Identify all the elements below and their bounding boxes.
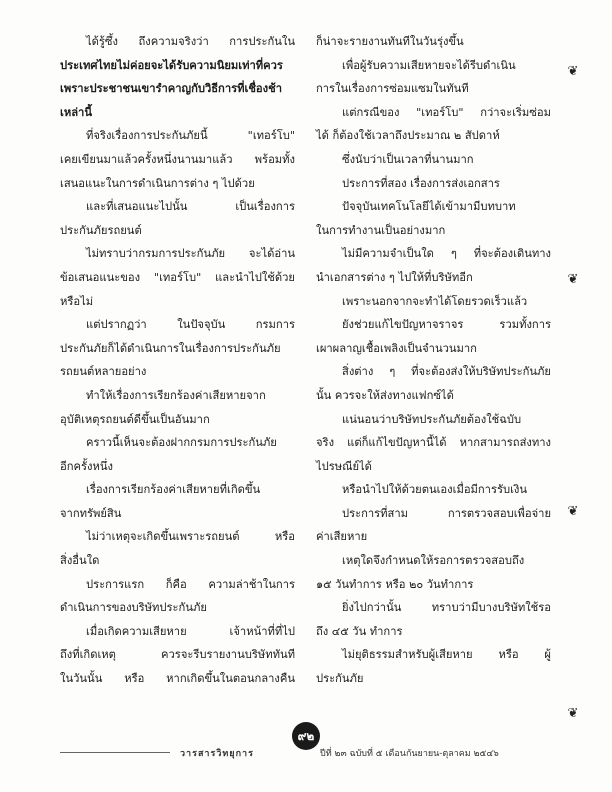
text-line: นั้น ควรจะให้ส่งทางแฟกซ์ได้ bbox=[316, 388, 454, 402]
text-line: จริง แต่ก็แก้ไขปัญหานี้ได้ หากสามารถส่งทาง bbox=[316, 436, 551, 450]
text-line: ก็น่าจะรายงานทันทีในวันรุ่งขึ้น bbox=[316, 35, 464, 48]
text-line: ไม่ทราบว่ากรมการประกันภัย จะได้อ่าน bbox=[86, 247, 295, 261]
text-line: ประการแรก ก็คือ ความล่าช้าในการ bbox=[86, 577, 295, 591]
text-line: แต่กรณีของ "เทอร์โบ" กว่าจะเริ่มซ่อม bbox=[342, 105, 551, 119]
text-line: ถึง ๔๕ วัน ทำการ bbox=[316, 624, 403, 638]
text-line: ทำให้เรื่องการเรียกร้องค่าเสียหายจาก bbox=[86, 388, 266, 402]
page-footer bbox=[60, 740, 552, 764]
text-line: ไม่ว่าเหตุจะเกิดขึ้นเพราะรถยนต์ หรือ bbox=[86, 530, 295, 544]
text-line: เพราะนอกจากจะทำได้โดยรวดเร็วแล้ว bbox=[342, 294, 528, 308]
left-column bbox=[60, 30, 295, 691]
text-line: ค่าเสียหาย bbox=[316, 530, 368, 544]
text-line: ประเทศไทยไม่ค่อยจะได้รับความนิยมเท่าที่ควร bbox=[60, 57, 283, 72]
text-line: เผาผลาญเชื้อเพลิงเป็นจำนวนมาก bbox=[316, 341, 477, 355]
text-line: ในวันนั้น หรือ หากเกิดขึ้นในตอนกลางคืน bbox=[60, 672, 295, 686]
text-line: ถึงที่เกิดเหตุ ควรจะรีบรายงานบริษัททันที bbox=[60, 648, 295, 662]
text-line: เสนอแนะในการดำเนินการต่าง ๆ ไปด้วย bbox=[60, 176, 255, 190]
text-line: หรือนำไปให้ด้วยตนเองเมื่อมีการรับเงิน bbox=[342, 483, 528, 497]
text-line: ไปรษณีย์ได้ bbox=[316, 459, 372, 473]
text-line: ที่จริงเรื่องการประกันภัยนี้ "เทอร์โบ" bbox=[86, 129, 295, 143]
text-line: ยังช่วยแก้ไขปัญหาจราจร รวมทั้งการ bbox=[342, 318, 551, 332]
margin-ornament-icon: ❦ bbox=[567, 271, 579, 287]
text-line: เหล่านี้ bbox=[60, 104, 92, 119]
text-line: ประการที่สาม การตรวจสอบเพื่อจ่าย bbox=[342, 506, 551, 520]
text-line: ไม่มีความจำเป็นใด ๆ ที่จะต้องเดินทาง bbox=[342, 247, 551, 261]
footer-rule-left bbox=[60, 752, 170, 753]
text-line: อีกครั้งหนึ่ง bbox=[60, 459, 113, 473]
text-line: ข้อเสนอแนะของ "เทอร์โบ" และนำไปใช้ด้วย bbox=[60, 270, 295, 284]
text-line: ซึ่งนับว่าเป็นเวลาที่นานมาก bbox=[342, 152, 474, 166]
margin-ornament-icon: ❦ bbox=[567, 705, 579, 721]
text-line: การในเรื่องการซ่อมแซมในทันที bbox=[316, 82, 469, 96]
text-line: เคยเขียนมาแล้วครั้งหนึ่งนานมาแล้ว พร้อมทั้ง bbox=[60, 152, 295, 166]
text-line: จากทรัพย์สิน bbox=[60, 506, 122, 520]
text-line: ปัจจุบันเทคโนโลยีได้เข้ามามีบทบาท bbox=[342, 200, 516, 214]
text-line: ในการทำงานเป็นอย่างมาก bbox=[316, 223, 446, 237]
text-line: สิ่งต่าง ๆ ที่จะต้องส่งให้บริษัทประกันภัย bbox=[342, 365, 551, 379]
text-line: แต่ปรากฏว่า ในปัจจุบัน กรมการ bbox=[86, 318, 295, 332]
text-line: ๑๕ วันทำการ หรือ ๒๐ วันทำการ bbox=[316, 577, 474, 591]
text-line: เรื่องการเรียกร้องค่าเสียหายที่เกิดขึ้น bbox=[86, 483, 261, 497]
text-line: ได้รู้ซึ้ง ถึงความจริงว่า การประกันใน bbox=[86, 35, 295, 48]
text-line: เพราะประชาชนเขารำคาญกับวิธีการที่เชื่องช้า bbox=[60, 81, 282, 96]
text-line: แน่นอนว่าบริษัทประกันภัยต้องใช้ฉบับ bbox=[342, 412, 522, 426]
text-line: ประกันภัยก็ได้ดำเนินการในเรื่องการประกันภัย bbox=[60, 341, 281, 355]
text-line: นำเอกสารต่าง ๆ ไปให้ที่บริษัทอีก bbox=[316, 270, 473, 284]
page-number: ๙๒ bbox=[292, 722, 320, 750]
text-line: หรือไม่ bbox=[60, 294, 94, 308]
footer-issue-info: ปีที่ ๒๓ ฉบับที่ ๕ เดือนกันยายน-ตุลาคม ๒๕๔๖ bbox=[320, 749, 499, 759]
text-line: ประกันภัยรถยนต์ bbox=[60, 223, 142, 237]
text-line: เหตุใดจึงกำหนดให้รอการตรวจสอบถึง bbox=[342, 554, 525, 568]
text-line: ประการที่สอง เรื่องการส่งเอกสาร bbox=[342, 176, 500, 190]
text-line: ประกันภัย bbox=[316, 672, 364, 686]
margin-ornament-icon: ❦ bbox=[567, 503, 579, 519]
text-line: สิ่งอื่นใด bbox=[60, 554, 100, 568]
text-line: ได้ ก็ต้องใช้เวลาถึงประมาณ ๒ สัปดาห์ bbox=[316, 129, 500, 143]
text-line: เมื่อเกิดความเสียหาย เจ้าหน้าที่ที่ไป bbox=[86, 624, 295, 638]
text-line: ไม่ยุติธรรมสำหรับผู้เสียหาย หรือ ผู้ bbox=[342, 648, 551, 662]
right-column bbox=[316, 30, 551, 691]
text-line: ดำเนินการของบริษัทประกันภัย bbox=[60, 601, 207, 615]
text-line: รถยนต์หลายอย่าง bbox=[60, 365, 147, 379]
text-line: คราวนี้เห็นจะต้องฝากกรมการประกันภัย bbox=[86, 436, 277, 450]
text-line: อุบัติเหตุรถยนต์ดีขึ้นเป็นอันมาก bbox=[60, 412, 210, 426]
text-line: ยิ่งไปกว่านั้น ทราบว่ามีบางบริษัทใช้รอ bbox=[342, 601, 551, 615]
margin-ornament-icon: ❦ bbox=[567, 63, 579, 79]
footer-journal-title: วารสารวิทยุการ bbox=[180, 749, 254, 759]
text-line: และที่เสนอแนะไปนั้น เป็นเรื่องการ bbox=[86, 200, 295, 214]
text-line: เพื่อผู้รับความเสียหายจะได้รีบดำเนิน bbox=[342, 58, 516, 72]
